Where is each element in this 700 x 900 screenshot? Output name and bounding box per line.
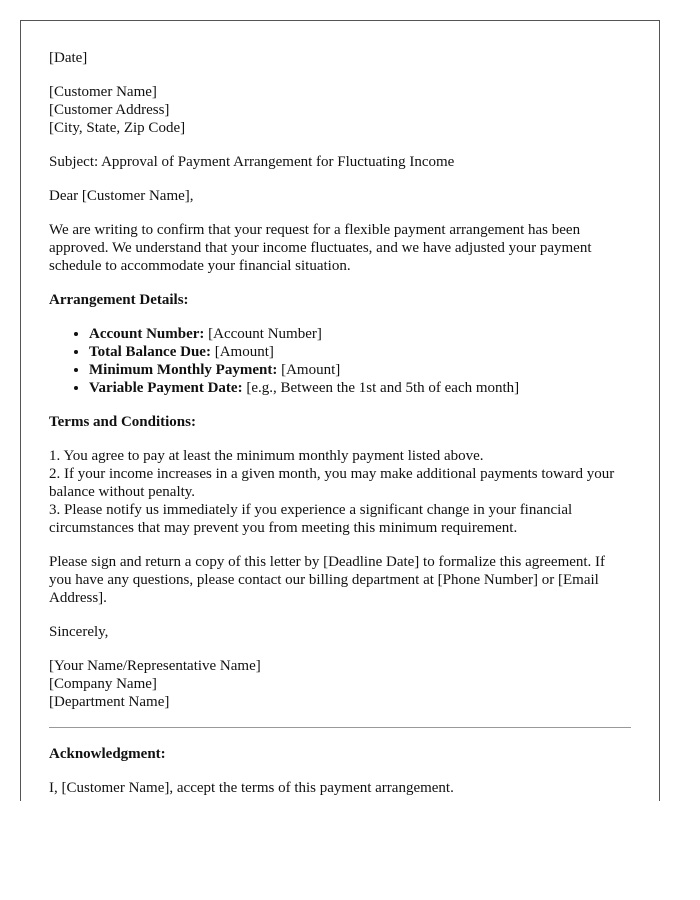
section-divider [49,727,631,728]
terms-heading: Terms and Conditions: [49,414,196,430]
detail-value: [Amount] [277,362,341,378]
recipient-name: [Customer Name] [49,84,157,100]
sender-name: [Your Name/Representative Name] [49,658,261,674]
detail-label: Minimum Monthly Payment: [89,362,278,378]
terms-item-1: 1. You agree to pay at least the minimum monthly payment listed above. [49,448,484,464]
detail-item-minimum-payment [89,361,631,379]
detail-value: [Account Number] [204,326,322,342]
detail-item-total-balance [89,343,631,361]
terms-list [49,447,631,537]
detail-label: Total Balance Due: [89,344,211,360]
detail-label: Variable Payment Date: [89,380,243,396]
closing-paragraph: Please sign and return a copy of this letter by [Deadline Date] to formalize this agreement. If you have any questions, please contact our billing department at [Phone Number] or [Email Address]. [49,554,606,606]
letter-intro-paragraph: We are writing to confirm that your request for a flexible payment arrangement has been approved. We understand that your income fluctuates, and we have adjusted your payment schedule to accommodate your financial situation. [49,222,592,274]
sign-off: Sincerely, [49,624,109,640]
recipient-address-block [49,83,631,137]
letter-salutation: Dear [Customer Name], [49,188,194,204]
arrangement-details-list [49,325,631,397]
acknowledgment-heading: Acknowledgment: [49,746,166,762]
letter-date: [Date] [49,50,88,66]
detail-item-account-number [89,325,631,343]
acknowledgment-text: I, [Customer Name], accept the terms of this payment arrangement. [49,780,454,796]
detail-label: Account Number: [89,326,205,342]
letter-subject: Subject: Approval of Payment Arrangement for Fluctuating Income [49,154,455,170]
sender-department: [Department Name] [49,694,170,710]
recipient-city-state-zip: [City, State, Zip Code] [49,120,186,136]
letter-page [20,20,660,801]
detail-value: [Amount] [210,344,274,360]
detail-value: [e.g., Between the 1st and 5th of each month] [242,380,520,396]
sender-company: [Company Name] [49,676,157,692]
sender-signature-block [49,657,631,711]
terms-item-2: 2. If your income increases in a given month, you may make additional payments toward your balance without penalty. [49,466,615,500]
terms-item-3: 3. Please notify us immediately if you experience a significant change in your financial circumstances that may prevent you from meeting this minimum requirement. [49,502,573,536]
arrangement-details-heading: Arrangement Details: [49,292,189,308]
detail-item-payment-date [89,379,631,397]
recipient-address: [Customer Address] [49,102,170,118]
